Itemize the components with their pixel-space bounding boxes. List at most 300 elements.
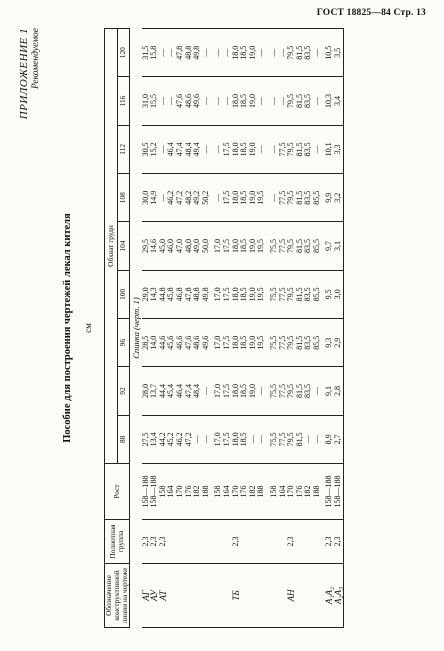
cell-value: 79,5 [286,287,296,302]
cell-value: 85,5 [311,190,321,205]
cell-value: — [221,97,231,106]
cell-value: 9,3 [324,337,334,348]
size-value-cell [210,222,266,270]
cell-value: 48,2 [183,190,193,205]
cell-value: — [256,97,266,106]
fullness-cell [142,520,211,564]
cell-value: 29,0 [140,287,150,302]
cell-value: 77,5 [277,432,287,447]
cell-value: — [200,48,210,57]
cell-value: — [213,145,223,154]
cell-value: 3,3 [333,144,343,155]
cell-value: 19,0 [247,190,257,205]
cell-value: 79,5 [286,432,296,447]
cell-value: 81,5 [294,190,304,205]
cell-value: 83,5 [303,94,313,109]
cell-value: 17,5 [221,239,231,254]
cell-value: 2,3 [333,536,343,547]
cell-value: 158—188 [140,475,150,508]
size-header: 112 [117,125,130,173]
cell-value: 158 [213,485,223,498]
cell-value: — [268,145,278,154]
cell-value: 46,2 [174,432,184,447]
cell-value: 77,5 [277,287,287,302]
col-header-height: Рост [105,464,130,520]
cell-value: 9,9 [324,192,334,203]
cell-value: — [213,193,223,202]
size-value-cell [321,415,343,463]
designation-cell [321,564,343,628]
appendix-title: ПРИЛОЖЕНИЕ 1 [18,28,30,120]
col-header-designation: Обозначение конструктивной линии на чертеже [105,564,130,628]
cell-value: 170 [174,485,184,498]
cell-value: — [311,387,321,396]
cell-value: 19,5 [256,335,266,350]
cell-value: 49,8 [200,287,210,302]
cell-value: 45,4 [166,384,176,399]
cell-value: 47,4 [183,384,193,399]
cell-value: 10,3 [324,94,334,109]
appendix-block [18,28,41,119]
cell-value: 158—188 [333,475,343,508]
cell-value: 10,5 [324,45,334,60]
cell-value: 2,3 [157,536,167,547]
fullness-cell [321,520,343,564]
cell-value: 83,5 [303,335,313,350]
cell-value: 3,1 [333,241,343,252]
cell-value: 49,4 [192,142,202,157]
cell-value: 19,0 [247,287,257,302]
cell-value: 49,8 [192,45,202,60]
cell-value: — [303,435,313,444]
cell-value: 19,0 [247,384,257,399]
cell-value: 18,5 [239,190,249,205]
cell-value: 77,5 [277,190,287,205]
designation-label: АГ АУ АТ [140,590,168,601]
cell-value: 164 [221,485,231,498]
size-header: 116 [117,77,130,125]
cell-value: 18,5 [239,335,249,350]
cell-value: 79,5 [286,142,296,157]
cell-value: 75,5 [268,384,278,399]
group-row [266,29,322,628]
cell-value: 9,7 [324,241,334,252]
cell-value: 46,0 [166,239,176,254]
size-value-cell [266,29,322,77]
cell-value: 18,0 [230,384,240,399]
cell-value: 158—188 [324,475,334,508]
cell-value: 46,6 [174,335,184,350]
cell-value: — [268,97,278,106]
cell-value: — [268,48,278,57]
size-value-cell [142,125,211,173]
cell-value: 31,5 [140,45,150,60]
cell-value: 18,0 [230,287,240,302]
cell-value: 2,9 [333,337,343,348]
cell-value: 164 [166,485,176,498]
cell-value: 18,0 [230,190,240,205]
size-value-cell [321,174,343,222]
cell-value: 17,5 [221,287,231,302]
cell-value: — [200,97,210,106]
cell-value: 49,6 [192,94,202,109]
cell-value: 176 [239,485,249,498]
cell-value: 75,5 [268,335,278,350]
cell-value: 30,5 [140,142,150,157]
cell-value: — [268,193,278,202]
cell-value: 83,5 [303,239,313,254]
cell-value: 46,2 [166,190,176,205]
size-value-cell [210,125,266,173]
cell-value: — [311,435,321,444]
cell-value: — [200,145,210,154]
cell-value: 81,5 [294,239,304,254]
cell-value: 8,9 [324,434,334,445]
cell-value: 19,0 [247,239,257,254]
cell-value: 83,5 [303,142,313,157]
cell-value: 17,5 [221,335,231,350]
height-cell [210,464,266,520]
cell-value: 9,1 [324,386,334,397]
cell-value: 14,3 [149,287,159,302]
cell-value: 28,5 [140,335,150,350]
cell-value: 47,4 [174,142,184,157]
cell-value: 29,5 [140,239,150,254]
cell-value: — [166,97,176,106]
cell-value: 13,4 [149,432,159,447]
fullness-cell [210,520,266,564]
cell-value: 2,8 [333,386,343,397]
size-value-cell [266,319,322,367]
cell-value: 17,5 [221,384,231,399]
cell-value: 15,8 [149,45,159,60]
height-cell [266,464,322,520]
cell-value: 79,5 [286,94,296,109]
cell-value: 188 [256,485,266,498]
cell-value: — [213,48,223,57]
cell-value: 45,2 [166,432,176,447]
rotated-content [18,28,438,628]
cell-value: — [311,97,321,106]
cell-value: 158 [157,485,167,498]
cell-value: 18,0 [230,45,240,60]
cell-value: 46,4 [166,142,176,157]
cell-value: 158—188 [149,475,159,508]
cell-value: 47,0 [174,239,184,254]
size-value-cell [266,270,322,318]
cell-value: 48,6 [192,335,202,350]
col-header-bust-group: Обхват груди [105,29,118,464]
cell-value: 46,4 [174,384,184,399]
cell-value: 83,5 [303,190,313,205]
designation-label: А₁А₂ А₂А₃ [324,586,344,605]
cell-value: 2,3 [149,536,159,547]
cell-value: 81,5 [294,142,304,157]
cell-value: 3,2 [333,192,343,203]
cell-value: 164 [277,485,287,498]
cell-value: 81,5 [294,94,304,109]
designation-label: ТБ [230,590,241,601]
cell-value: 79,5 [286,384,296,399]
group-row [321,29,343,628]
size-value-cell [321,222,343,270]
cell-value: — [256,387,266,396]
cell-value: 77,5 [277,335,287,350]
page-header: ГОСТ 18825—84 Стр. 13 [316,8,426,18]
cell-value: 19,0 [247,94,257,109]
cell-value: 18,0 [230,239,240,254]
cell-value: 50,2 [200,190,210,205]
cell-value: 77,5 [277,142,287,157]
size-value-cell [142,174,211,222]
size-value-cell [266,125,322,173]
size-header: 92 [117,367,130,415]
size-value-cell [142,367,211,415]
cell-value: 19,0 [247,335,257,350]
size-value-cell [266,77,322,125]
cell-value: 18,5 [239,384,249,399]
cell-value: 81,5 [294,287,304,302]
cell-value: 14,6 [149,239,159,254]
cell-value: — [221,48,231,57]
cell-value: 75,5 [268,239,278,254]
cell-value: 85,5 [311,335,321,350]
size-header: 88 [117,415,130,463]
cell-value: 19,5 [256,239,266,254]
cell-value: 182 [192,485,202,498]
cell-value: — [256,145,266,154]
cell-value: 15,5 [149,94,159,109]
size-header: 108 [117,174,130,222]
size-value-cell [142,319,211,367]
size-value-cell [142,270,211,318]
cell-value: — [256,435,266,444]
cell-value: 47,2 [183,432,193,447]
cell-value: — [192,435,202,444]
cell-value: 18,0 [230,94,240,109]
cell-value: 188 [311,485,321,498]
cell-value: 44,8 [157,287,167,302]
cell-value: 3,4 [333,96,343,107]
size-value-cell [210,270,266,318]
unit-label: см [83,323,93,333]
cell-value: 47,6 [183,335,193,350]
cell-value: 83,5 [303,384,313,399]
cell-value: 2,3 [230,536,240,547]
designation-cell [210,564,266,628]
cell-value: 19,5 [256,190,266,205]
size-value-cell [210,29,266,77]
cell-value: — [277,48,287,57]
cell-value: 48,0 [183,239,193,254]
designation-cell [266,564,322,628]
size-value-cell [142,415,211,463]
cell-value: 47,8 [183,287,193,302]
cell-value: 44,6 [157,335,167,350]
size-value-cell [321,125,343,173]
cell-value: 17,5 [221,190,231,205]
cell-value: 49,6 [200,335,210,350]
size-header: 96 [117,319,130,367]
size-value-cell [321,367,343,415]
cell-value: 14,9 [149,190,159,205]
cell-value: 85,5 [311,287,321,302]
cell-value: 17,5 [221,432,231,447]
cell-value: 48,8 [183,45,193,60]
cell-value: 18,5 [239,287,249,302]
cell-value: 81,5 [294,335,304,350]
cell-value: 182 [303,485,313,498]
size-value-cell [210,367,266,415]
cell-value: 83,5 [303,45,313,60]
cell-value: 17,0 [213,335,223,350]
cell-value: 18,0 [230,432,240,447]
cell-value: 50,0 [200,239,210,254]
cell-value: 48,6 [183,94,193,109]
cell-value: — [213,97,223,106]
height-cell [321,464,343,520]
cell-value: 47,8 [174,45,184,60]
cell-value: 45,8 [166,287,176,302]
size-value-cell [266,222,322,270]
cell-value: — [311,48,321,57]
cell-value: 47,2 [174,190,184,205]
col-header-fullness: Полнотная группа [105,520,130,564]
cell-value: 176 [183,485,193,498]
cell-value: 44,4 [157,384,167,399]
cell-value: 81,5 [294,432,304,447]
size-value-cell [266,367,322,415]
cell-value: 17,0 [213,287,223,302]
size-value-cell [142,29,211,77]
designation-cell [142,564,211,628]
cell-value: — [311,145,321,154]
cell-value: — [256,48,266,57]
cell-value: 27,5 [140,432,150,447]
table-body [130,29,344,628]
cell-value: 46,8 [174,287,184,302]
cell-value: 79,5 [286,190,296,205]
cell-value: 188 [200,485,210,498]
cell-value: 81,5 [294,384,304,399]
cell-value: 15,2 [149,142,159,157]
cell-value: 47,6 [174,94,184,109]
cell-value: 17,5 [221,142,231,157]
cell-value: 18,5 [239,432,249,447]
cell-value: 48,4 [183,142,193,157]
cell-value: 79,5 [286,335,296,350]
cell-value: 13,7 [149,384,159,399]
cell-value: 158 [268,485,278,498]
cell-value: 18,5 [239,45,249,60]
cell-value: 30,0 [140,190,150,205]
size-header: 100 [117,270,130,318]
cell-value: 75,5 [268,287,278,302]
cell-value: — [247,435,257,444]
cell-value: 85,5 [311,239,321,254]
cell-value: 44,2 [157,432,167,447]
cell-value: 48,8 [192,287,202,302]
cell-value: 18,0 [230,142,240,157]
size-value-cell [321,77,343,125]
cell-value: 77,5 [277,384,287,399]
size-value-cell [321,270,343,318]
cell-value: 170 [230,485,240,498]
cell-value: 77,5 [277,239,287,254]
cell-value: 17,0 [213,239,223,254]
cell-value: 14,0 [149,335,159,350]
cell-value: 2,3 [324,536,334,547]
designation-label: АН [286,589,297,602]
group-row [210,29,266,628]
cell-value: 17,0 [213,432,223,447]
cell-value: 2,3 [286,536,296,547]
cell-value: 45,6 [166,335,176,350]
height-cell [142,464,211,520]
size-value-cell [210,415,266,463]
cell-value: 176 [294,485,304,498]
cell-value: 3,5 [333,47,343,58]
size-value-cell [266,415,322,463]
cell-value: 81,5 [294,45,304,60]
cell-value: 3,0 [333,289,343,300]
cell-value: — [157,193,167,202]
table-title: Пособие для построения чертежей лекал кителя [62,213,73,443]
cell-value: 75,5 [268,432,278,447]
cell-value: 49,0 [192,239,202,254]
cell-value: 18,0 [230,335,240,350]
cell-value: 49,2 [192,190,202,205]
cell-value: — [277,97,287,106]
cell-value: 18,5 [239,142,249,157]
group-row [142,29,211,628]
fullness-cell [266,520,322,564]
data-table [104,28,344,628]
cell-value: — [200,387,210,396]
cell-value: 17,0 [213,384,223,399]
cell-value: 18,5 [239,239,249,254]
cell-value: 19,5 [256,287,266,302]
size-value-cell [142,222,211,270]
cell-value: 170 [286,485,296,498]
size-value-cell [321,319,343,367]
cell-value: 48,4 [192,384,202,399]
cell-value: 9,5 [324,289,334,300]
cell-value: 2,3 [140,536,150,547]
size-header: 104 [117,222,130,270]
cell-value: — [166,48,176,57]
cell-value: 83,5 [303,287,313,302]
section-title: Спинка (черт. 1) [131,297,141,359]
cell-value: 19,0 [247,142,257,157]
data-table-wrap [104,28,344,628]
cell-value: — [157,48,167,57]
size-value-cell [210,77,266,125]
cell-value: 79,5 [286,45,296,60]
cell-value: 45,0 [157,239,167,254]
cell-value: 19,0 [247,45,257,60]
appendix-subtitle: Рекомендуемое [31,28,41,90]
size-value-cell [210,174,266,222]
cell-value: 10,1 [324,142,334,157]
cell-value: 79,5 [286,239,296,254]
size-value-cell [266,174,322,222]
cell-value: — [157,145,167,154]
size-value-cell [142,77,211,125]
size-value-cell [210,319,266,367]
cell-value: 18,5 [239,94,249,109]
cell-value: 182 [247,485,257,498]
